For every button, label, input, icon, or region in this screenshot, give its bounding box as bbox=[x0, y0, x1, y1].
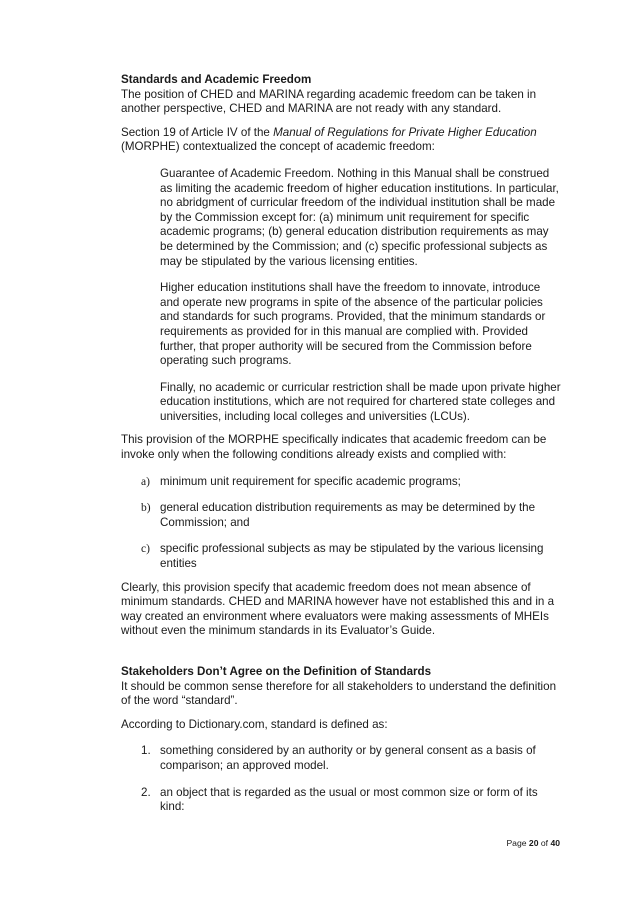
paragraph-intro: The position of CHED and MARINA regarding academic freedom can be taken in another perspective, CHED and MARINA are not ready with any standard. bbox=[121, 87, 537, 116]
block-quote bbox=[160, 167, 561, 425]
list-item-text: general education distribution requirements as may be determined by the Commission; and bbox=[160, 501, 536, 529]
total-page-count: 40 bbox=[550, 838, 560, 848]
conditions-list bbox=[121, 475, 561, 572]
list-marker: 1. bbox=[141, 744, 151, 758]
page-number-footer bbox=[506, 836, 560, 851]
list-item-text: an object that is regarded as the usual or most common size or form of its kind: bbox=[160, 785, 538, 814]
reference-text-before: Section 19 of Article IV of the bbox=[121, 125, 274, 139]
list-marker: b) bbox=[141, 502, 151, 515]
section-heading-academic-freedom: Standards and Academic Freedom bbox=[121, 73, 312, 86]
definitions-list bbox=[121, 744, 561, 814]
paragraph-provision: This provision of the MORPHE specifically indicates that academic freedom can be invoke only when the following conditions already exists and complied with: bbox=[121, 433, 547, 462]
manual-title: Manual of Regulations for Private Higher Education bbox=[273, 125, 537, 139]
paragraph-common-sense: It should be common sense therefore for all stakeholders to understand the definition of the word “standard”. bbox=[121, 679, 557, 708]
list-marker: c) bbox=[141, 543, 150, 556]
list-item bbox=[121, 786, 561, 815]
list-item-text: something considered by an authority or by general consent as a basis of comparison; an approved model. bbox=[160, 744, 536, 772]
list-item-text: minimum unit requirement for specific academic programs; bbox=[160, 474, 461, 488]
quote-paragraph: Higher education institutions shall have the freedom to innovate, introduce and operate new programs in spite of the absence of the particular policies and standards for such programs. Provided, that the minimum standards or requirements as provided for in this manual are complied with. Provided further, that proper authority will be secured from the Commission before operating such programs. bbox=[160, 281, 546, 368]
reference-text-after: (MORPHE) contextualized the concept of academic freedom: bbox=[121, 140, 435, 154]
list-item bbox=[121, 744, 561, 773]
quote-paragraph: Finally, no academic or curricular restriction shall be made upon private higher education institutions, which are not required for chartered state colleges and universities, including local colleges and universities (LCUs). bbox=[160, 380, 561, 423]
list-item bbox=[121, 475, 561, 490]
paragraph-morphe-reference bbox=[121, 126, 561, 155]
paragraph-conclusion: Clearly, this provision specify that academic freedom does not mean absence of minimum standards. CHED and MARINA however have not established this and in a way created an environment where evaluators were making assessments of MHEIs without even the minimum standards in its Evaluator’s Guide. bbox=[121, 580, 555, 638]
list-item bbox=[121, 501, 561, 530]
section-heading-standards: Stakeholders Don’t Agree on the Definition of Standards bbox=[121, 665, 432, 678]
page-label: Page bbox=[506, 838, 529, 848]
quote-paragraph: Guarantee of Academic Freedom. Nothing in this Manual shall be construed as limiting the academic freedom of higher education institutions. In particular, no abridgment of curricular freedom of the individual institution shall be made by the Commission except for: (a) minimum unit requirement for specific academic programs; (b) general education distribution requirements as may be determined by the Commission; and (c) specific professional subjects as may be stipulated by the various licensing entities. bbox=[160, 166, 559, 268]
page-content bbox=[121, 73, 561, 815]
list-item bbox=[121, 542, 561, 571]
list-item-text: specific professional subjects as may be stipulated by the various licensing entities bbox=[160, 542, 544, 571]
page-of-label: of bbox=[538, 838, 551, 848]
list-marker: a) bbox=[141, 475, 150, 488]
current-page-number: 20 bbox=[528, 838, 539, 848]
paragraph-dictionary: According to Dictionary.com, standard is defined as: bbox=[121, 717, 388, 731]
list-marker: 2. bbox=[141, 785, 151, 799]
